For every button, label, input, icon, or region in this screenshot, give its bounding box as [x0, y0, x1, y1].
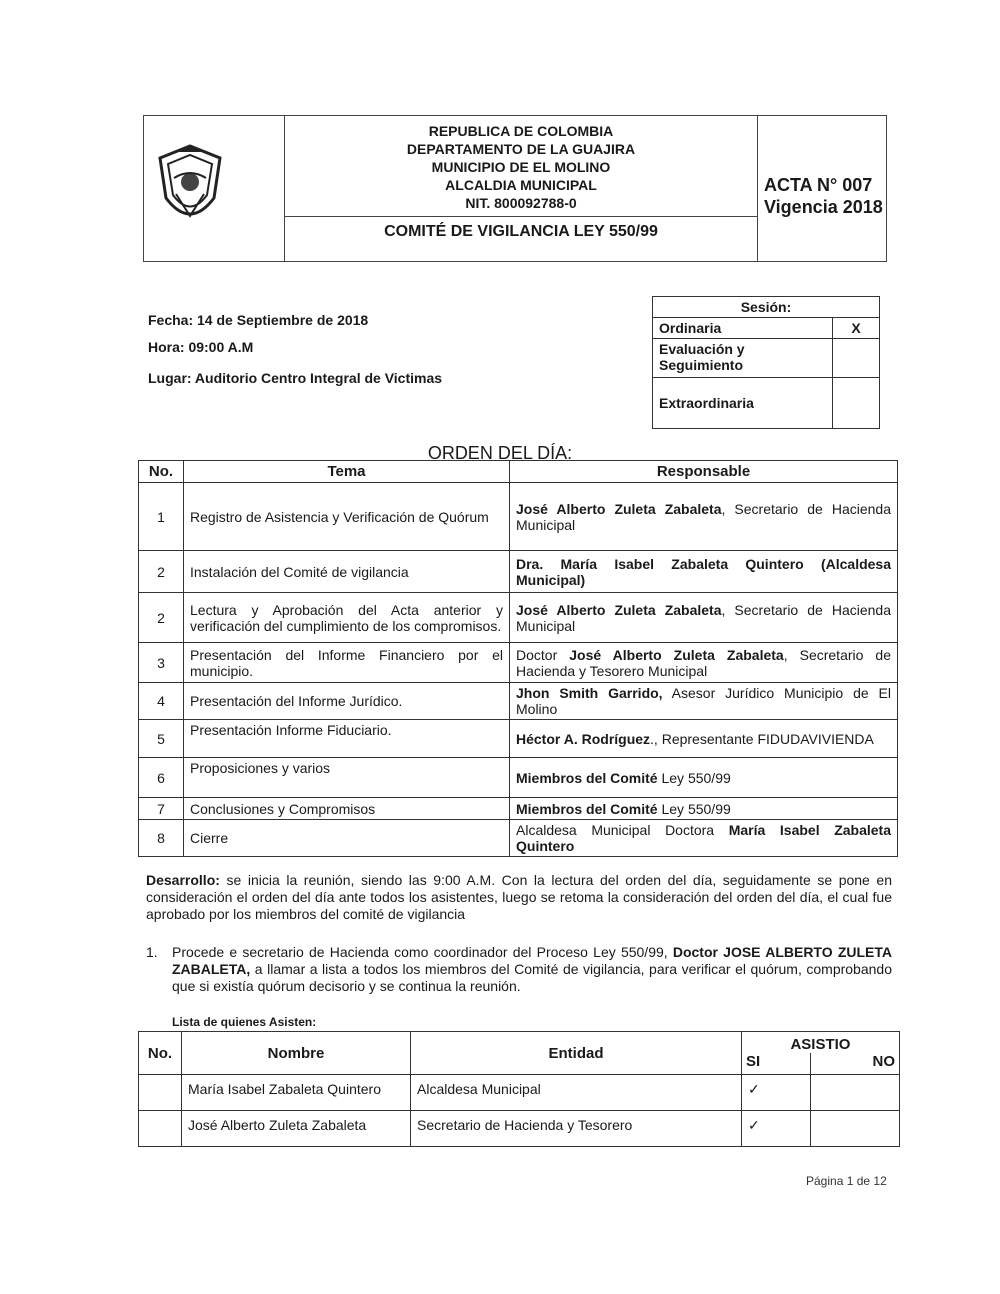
- asist-no-mark: [811, 1075, 900, 1111]
- agenda-responsable: Dra. María Isabel Zabaleta Quintero (Alcaldesa Municipal): [510, 551, 898, 593]
- asist-no: [139, 1111, 182, 1147]
- agenda-table: [138, 460, 898, 857]
- agenda-no: 7: [139, 798, 184, 820]
- desarrollo-label: Desarrollo:: [146, 872, 220, 888]
- agenda-tema: Presentación del Informe Jurídico.: [184, 683, 510, 720]
- agenda-tema: Presentación Informe Fiduciario.: [184, 720, 510, 758]
- header-line-4: ALCALDIA MUNICIPAL: [445, 177, 597, 193]
- agenda-no: 6: [139, 758, 184, 798]
- hora: Hora: 09:00 A.M: [148, 339, 254, 355]
- session-table: [652, 296, 880, 429]
- asist-header-nombre: Nombre: [182, 1032, 411, 1075]
- table-row: [139, 798, 898, 820]
- table-row: [139, 551, 898, 593]
- logo-cell: [144, 116, 285, 261]
- item-number: 1.: [146, 944, 158, 960]
- header-title-cell: [285, 116, 758, 261]
- acta-number: ACTA N° 007: [764, 175, 873, 195]
- agenda-no: 4: [139, 683, 184, 720]
- agenda-responsable: Miembros del Comité Ley 550/99: [510, 758, 898, 798]
- table-row: [139, 720, 898, 758]
- acta-cell: [758, 116, 886, 261]
- asist-si: ✓: [741, 1075, 810, 1111]
- session-ordinaria: Ordinaria: [653, 318, 833, 339]
- header-line-3: MUNICIPIO DE EL MOLINO: [431, 159, 611, 175]
- agenda-tema: Cierre: [184, 820, 510, 857]
- fecha: Fecha: 14 de Septiembre de 2018: [148, 312, 369, 328]
- lugar: Lugar: Auditorio Centro Integral de Victimas: [148, 370, 443, 386]
- agenda-responsable: Miembros del Comité Ley 550/99: [510, 798, 898, 820]
- session-title: Sesión:: [653, 297, 880, 318]
- agenda-tema: Proposiciones y varios: [184, 758, 510, 798]
- header-line-5: NIT. 800092788-0: [465, 195, 577, 211]
- desarrollo-text: se inicia la reunión, siendo las 9:00 A.M. Con la lectura del orden del día, seguidamente se pone en consideración el orden del día ante todos los asistentes, luego se retoma la consideración del orden del día, el cual fue aprobado por los miembros del comité de vigilancia: [146, 872, 892, 922]
- agenda-tema: Conclusiones y Compromisos: [184, 798, 510, 820]
- session-extraordinaria: Extraordinaria: [653, 378, 833, 429]
- agenda-responsable: Héctor A. Rodríguez., Representante FIDUDAVIVIENDA: [510, 720, 898, 758]
- table-row: [139, 1111, 900, 1147]
- agenda-responsable: Jhon Smith Garrido, Asesor Jurídico Municipio de El Molino: [510, 683, 898, 720]
- agenda-no: 8: [139, 820, 184, 857]
- asist-entidad: Secretario de Hacienda y Tesorero: [411, 1111, 742, 1147]
- agenda-header-tema: Tema: [184, 461, 510, 483]
- asist-nombre: José Alberto Zuleta Zabaleta: [182, 1111, 411, 1147]
- session-evaluacion: Evaluación y Seguimiento: [653, 339, 833, 378]
- agenda-responsable: Alcaldesa Municipal Doctora María Isabel Zabaleta Quintero: [510, 820, 898, 857]
- committee-title: COMITÉ DE VIGILANCIA LEY 550/99: [285, 216, 757, 241]
- document-header: [143, 115, 887, 262]
- asistentes-label: Lista de quienes Asisten:: [172, 1015, 317, 1029]
- asist-si: ✓: [741, 1111, 810, 1147]
- orden-title: ORDEN DEL DÍA:: [427, 443, 573, 463]
- table-row: [139, 1075, 900, 1111]
- asist-header-no: No.: [139, 1032, 182, 1075]
- asist-no: [139, 1075, 182, 1111]
- agenda-tema: Presentación del Informe Financiero por el municipio.: [184, 643, 510, 683]
- table-row: [139, 643, 898, 683]
- agenda-responsable: José Alberto Zuleta Zabaleta, Secretario de Hacienda Municipal: [510, 483, 898, 551]
- session-extraordinaria-mark: [833, 378, 880, 429]
- agenda-no: 3: [139, 643, 184, 683]
- asist-header-si: SI: [741, 1053, 810, 1075]
- table-row: [139, 483, 898, 551]
- municipal-shield-logo: [150, 138, 230, 238]
- asist-entidad: Alcaldesa Municipal: [411, 1075, 742, 1111]
- agenda-no: 2: [139, 593, 184, 643]
- asist-nombre: María Isabel Zabaleta Quintero: [182, 1075, 411, 1111]
- asist-header-no-col: NO: [811, 1053, 900, 1075]
- agenda-header-no: No.: [139, 461, 184, 483]
- agenda-no: 1: [139, 483, 184, 551]
- table-row: [139, 593, 898, 643]
- agenda-tema: Instalación del Comité de vigilancia: [184, 551, 510, 593]
- agenda-no: 2: [139, 551, 184, 593]
- header-line-1: REPUBLICA DE COLOMBIA: [428, 123, 614, 139]
- session-evaluacion-mark: [833, 339, 880, 378]
- item1-paragraph: Procede e secretario de Hacienda como coordinador del Proceso Ley 550/99, Doctor JOSE ALBERTO ZULETA ZABALETA, a llamar a lista a todos los miembros del Comité de vigilancia, para verificar el quórum, comprobando que si existía quórum decisorio y se continua la reunión.: [172, 944, 892, 994]
- asist-no-mark: [811, 1111, 900, 1147]
- vigencia: Vigencia 2018: [764, 197, 883, 217]
- session-ordinaria-mark: X: [833, 318, 880, 339]
- agenda-responsable: José Alberto Zuleta Zabaleta, Secretario de Hacienda Municipal: [510, 593, 898, 643]
- table-row: [139, 820, 898, 857]
- asistentes-table: [138, 1031, 900, 1147]
- agenda-tema: Registro de Asistencia y Verificación de Quórum: [184, 483, 510, 551]
- desarrollo-paragraph: [146, 872, 892, 923]
- page-number: Página 1 de 12: [806, 1174, 887, 1188]
- agenda-tema: Lectura y Aprobación del Acta anterior y verificación del cumplimiento de los compromisos.: [184, 593, 510, 643]
- agenda-no: 5: [139, 720, 184, 758]
- agenda-header-responsable: Responsable: [510, 461, 898, 483]
- agenda-responsable: Doctor José Alberto Zuleta Zabaleta, Secretario de Hacienda y Tesorero Municipal: [510, 643, 898, 683]
- table-row: [139, 758, 898, 798]
- asist-header-entidad: Entidad: [411, 1032, 742, 1075]
- table-row: [139, 683, 898, 720]
- asist-header-asistio: ASISTIO: [741, 1032, 899, 1054]
- header-line-2: DEPARTAMENTO DE LA GUAJIRA: [406, 141, 636, 157]
